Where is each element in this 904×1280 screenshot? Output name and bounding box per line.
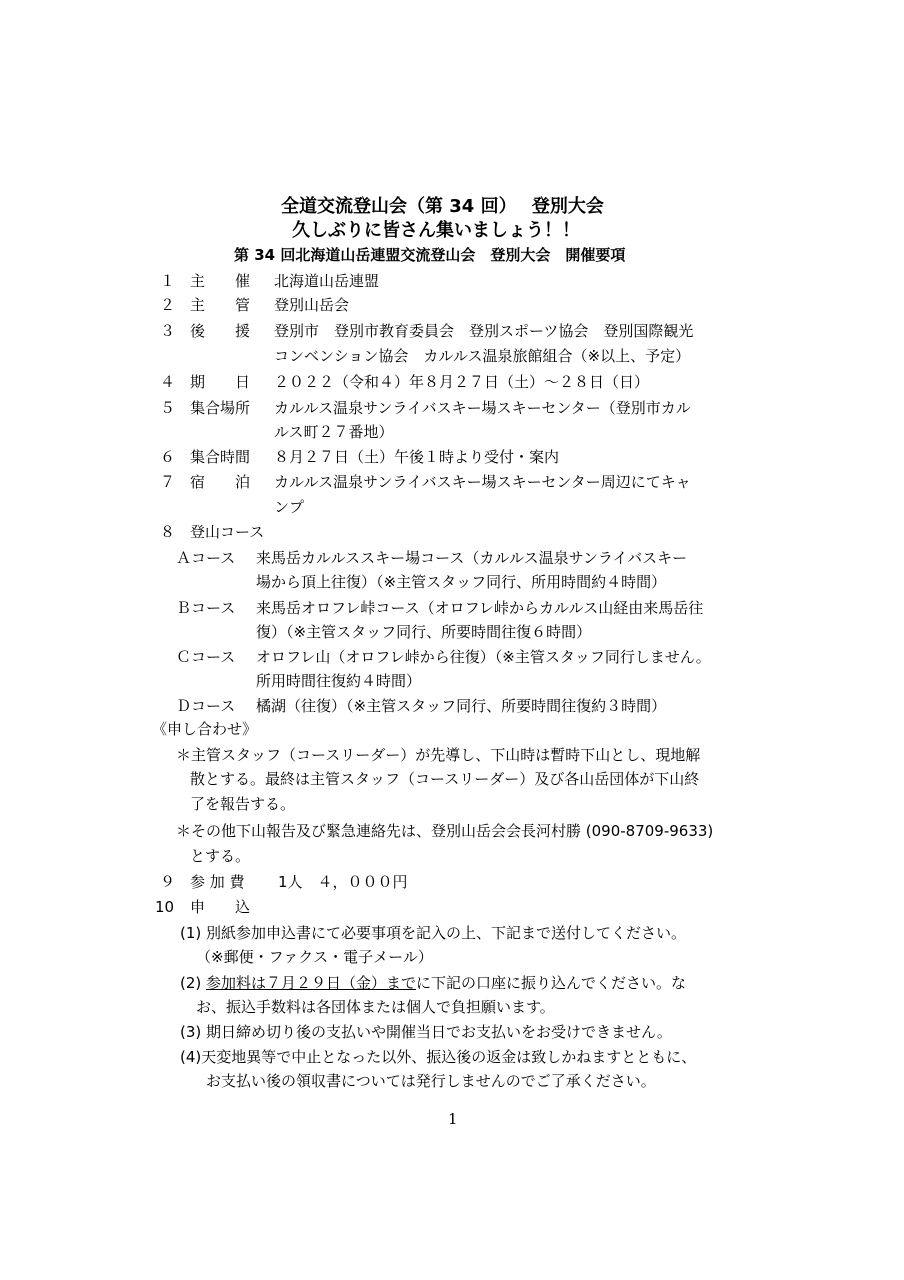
apply-point-1: (1) 別紙参加申込書にて必要事項を記入の上、下記まで送付してください。 (180, 924, 687, 942)
apply-point-2-cont: お、振込手数料は各団体または個人で負担願います。 (196, 998, 555, 1016)
item-number: ２ (160, 296, 176, 314)
apply-point-4-cont: お支払い後の領収書については発行しませんのでご了承ください。 (206, 1072, 656, 1090)
item-text-lodging-cont: ンプ (274, 498, 305, 516)
course-b-text: 来馬岳オロフレ峠コース（オロフレ峠からカルルス山経由来馬岳往 (256, 599, 704, 617)
item-number: ３ (160, 322, 176, 340)
item-number: 10 (155, 898, 175, 916)
item-text-meeting-place-cont: ルス町２７番地） (274, 423, 394, 441)
item-label-fee: 参 加 費 (190, 873, 245, 891)
payment-deadline: 参加料は７月２９日（金）まで (206, 974, 417, 992)
item-number: ９ (160, 873, 176, 891)
item-label-courses: 登山コース (190, 523, 265, 541)
item-number: １ (160, 272, 176, 290)
item-label-support: 後 援 (190, 322, 251, 340)
course-b-label: Ｂコース (176, 599, 236, 617)
course-c-label: Ｃコース (176, 648, 236, 666)
course-c-text: オロフレ山（オロフレ峠から往復）（※主管スタッフ同行しません。 (256, 648, 711, 666)
notice-item-1: ＊主管スタッフ（コースリーダー）が先導し、下山時は暫時下山とし、現地解 (176, 746, 701, 764)
item-number: ４ (160, 373, 176, 391)
apply-point-2 (180, 972, 686, 994)
item-number: ７ (160, 473, 176, 491)
notice-heading: 《申し合わせ》 (152, 720, 258, 738)
notice-item-1-cont: 了を報告する。 (190, 795, 296, 813)
notice-item-2: ＊その他下山報告及び緊急連絡先は、登別山岳会会長河村勝 (090-8709-9633) (176, 822, 714, 840)
item-text-meeting-place: カルルス温泉サンライバスキー場スキーセンター（登別市カル (274, 399, 691, 417)
course-a-label: Ａコース (176, 549, 236, 567)
item-label-organizer: 主 催 (190, 272, 251, 290)
item-number: ５ (160, 399, 176, 417)
item-label-meeting-time: 集合時間 (190, 448, 251, 466)
item-text-host: 登別山岳会 (274, 296, 350, 314)
course-a-text: 来馬岳カルルススキー場コース（カルルス温泉サンライバスキー (256, 549, 688, 567)
course-a-text-cont: 場から頂上往復）（※主管スタッフ同行、所用時間約４時間） (256, 573, 667, 591)
page-number: 1 (448, 1110, 458, 1128)
course-d-label: Ｄコース (176, 697, 236, 715)
course-b-text-cont: 復）（※主管スタッフ同行、所要時間往復６時間） (256, 623, 592, 641)
apply-point-4: (4)天変地異等で中止となった以外、振込後の返金は致しかねますとともに、 (180, 1048, 697, 1066)
item-text-support-cont: コンベンション協会 カルルス温泉旅館組合（※以上、予定） (274, 347, 691, 365)
course-d-text: 橘湖（往復）（※主管スタッフ同行、所要時間往復約３時間） (256, 697, 667, 715)
item-label-lodging: 宿 泊 (190, 473, 251, 491)
item-number: ８ (160, 523, 176, 541)
item-text-date: ２０２２（令和４）年８月２７日（土）～２８日（日） (274, 373, 650, 391)
apply-point-1-cont: （※郵便・ファクス・電子メール） (196, 948, 433, 966)
item-label-meeting-place: 集合場所 (190, 399, 251, 417)
item-text-fee: 1人 ４，０００円 (278, 873, 408, 891)
apply-point-2-prefix: (2) (180, 974, 207, 992)
item-text-support: 登別市 登別市教育委員会 登別スポーツ協会 登別国際観光 (274, 322, 694, 340)
item-number: ６ (160, 448, 176, 466)
apply-point-2-rest: に下記の口座に振り込んでください。な (416, 974, 687, 992)
course-c-text-cont: 所用時間往復約４時間） (256, 672, 422, 690)
document-title: 全道交流登山会（第 34 回） 登別大会 (281, 196, 604, 217)
item-label-date: 期 日 (190, 373, 251, 391)
document-subtitle: 久しぶりに皆さん集いましょう！！ (292, 220, 580, 241)
item-text-organizer: 北海道山岳連盟 (274, 272, 380, 290)
notice-item-2-cont: とする。 (190, 847, 251, 865)
notice-item-1-cont: 散とする。最終は主管スタッフ（コースリーダー）及び各山岳団体が下山終 (190, 770, 700, 788)
item-text-meeting-time: ８月２７日（土）午後１時より受付・案内 (274, 448, 560, 466)
apply-point-3: (3) 期日締め切り後の支払いや開催当日でお支払いをお受けできません。 (180, 1023, 672, 1041)
document-heading: 第 34 回北海道山岳連盟交流登山会 登別大会 開催要項 (234, 246, 626, 264)
item-label-apply: 申 込 (190, 898, 251, 916)
item-label-host: 主 管 (190, 296, 251, 314)
item-text-lodging: カルルス温泉サンライバスキー場スキーセンター周辺にてキャ (274, 473, 691, 491)
